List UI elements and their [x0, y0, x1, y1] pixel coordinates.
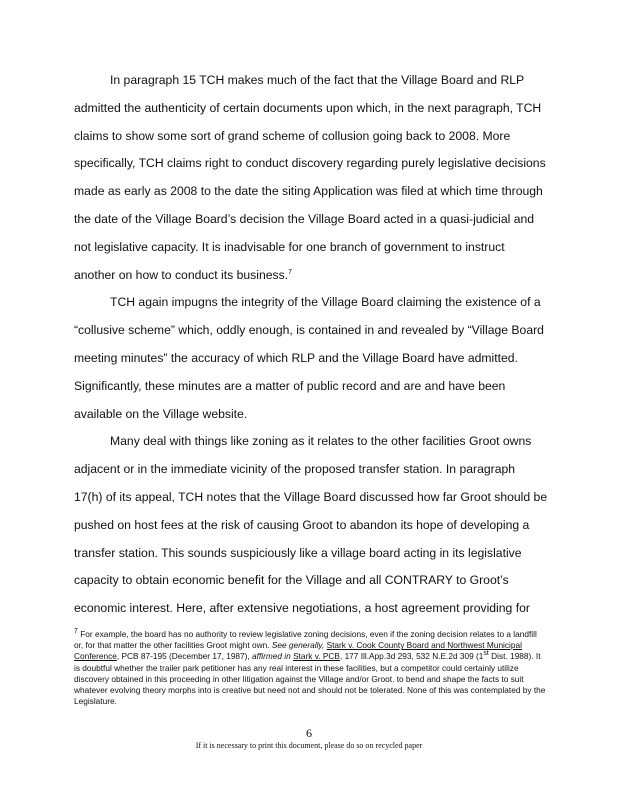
footnote-number: 7	[74, 628, 78, 636]
case-citation-stark-pcb: Stark v. PCB	[293, 651, 340, 662]
footer-note: If it is necessary to print this document, please do so on recycled paper	[195, 741, 423, 750]
footnote-reference: 7	[288, 268, 292, 276]
paragraph-tch-authenticity: In paragraph 15 TCH makes much of the fact that the Village Board and RLP admitted the authenticity of certain documents upon which, in the next paragraph, TCH claims to show some sort of grand scheme of collusion going back to 2008. More specifically, TCH claims right to conduct discovery regarding purely legislative decisions made as early as 2008 to the date the siting Application was filed at which time through the date of the Village Board’s decision the Village Board acted in a quasi-judicial and not legislative capacity. It is inadvisable for one branch of government to instruct another on how to conduct its business.$^7$	[74, 73, 546, 282]
paragraph-collusive-scheme: TCH again impugns the integrity of the Village Board claiming the existence of a “collusive scheme” which, oddly enough, is contained in and revealed by “Village Board meeting minutes” the accuracy of which RLP and the Village Board have admitted. Significantly, these minutes are a matter of public record and are and have been available on the Village website.	[74, 295, 544, 421]
page-number: 6	[306, 726, 312, 740]
case-citation-stark-cook-county: Stark v. Cook County Board and Northwest Municipal Conference	[74, 640, 522, 662]
body-text	[74, 67, 548, 623]
footnote-text: $^7$ For example, the board has no authority to review legislative zoning decisions, even if the zoning decision relates to a landfill or, for that matter the other facilities Groot might own. See generally, Stark v. Cook County Board and Northwest Municipal Conference, PCB 87-195 (December 17, 1987), affirmed in Stark v. PCB, 177 Ill.App.3d 293, 532 N.E.2d 309 (1st Dist. 1988). It is doubtful whether the trailer park petitioner has any real interest in these facilities, but a competitor could certainly utilize discovery obtained in this proceeding in other litigation against the Village and/or Groot. to bend and shape the facts to suit whatever evolving theory morphs into is creative but need not and should not be tolerated. None of this was contemplated by the Legislature.	[74, 628, 546, 707]
paragraph-zoning: Many deal with things like zoning as it relates to the other facilities Groot owns adjacent or in the immediate vicinity of the proposed transfer station. In paragraph 17(h) of its appeal, TCH notes that the Village Board discussed how far Groot should be pushed on host fees at the risk of causing Groot to abandon its hope of developing a transfer station. This sounds suspiciously like a village board acting in its legislative capacity to obtain economic benefit for the Village and all CONTRARY to Groot’s economic interest. Here, after extensive negotiations, a host agreement providing for	[74, 434, 548, 616]
footnote	[74, 629, 548, 707]
